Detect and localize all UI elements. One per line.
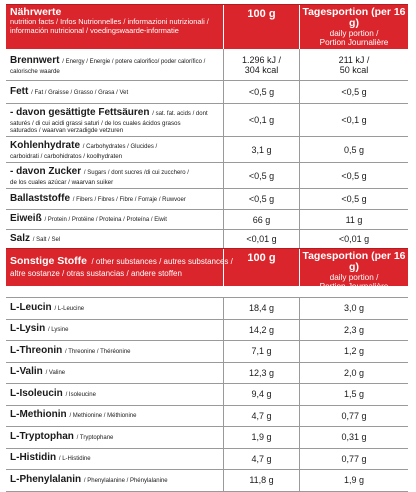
amino-value-daily: 0,77 g: [341, 453, 367, 464]
value-100g: 66 g: [224, 210, 300, 229]
amino-value-100g: 4,7 g: [224, 406, 300, 427]
nutrient-translation-3: saturados / waarvan verzadigde vetzuren: [10, 126, 124, 134]
table-row: [6, 81, 408, 104]
amino-value-daily: 0,31 g: [341, 432, 367, 443]
header2-label-cell: [6, 249, 233, 286]
nutrient-name: - davon gesättigte Fettsäuren: [10, 106, 150, 118]
nutrient-name: Brennwert: [10, 54, 60, 66]
nutrition-header: [6, 4, 408, 49]
amino-value-daily: 2,0 g: [343, 367, 365, 378]
nutrient-name: Kohlenhydrate: [10, 139, 81, 151]
table-row: [6, 449, 408, 471]
amino-name: L-Phenylalanin: [10, 473, 82, 485]
table-row: [6, 49, 408, 81]
nutrient-translation-2: carboidrati / carbohidratos / koolhydraten: [10, 152, 123, 160]
table-row: [6, 341, 408, 363]
amino-value-100g: 12,3 g: [224, 363, 300, 384]
header-title: Nährwerte: [10, 6, 62, 18]
table-row: [6, 163, 408, 189]
amino-name: L-Lysin: [10, 323, 46, 335]
amino-translation: / Lysine: [47, 327, 69, 334]
amino-name: L-Valin: [10, 366, 43, 378]
nutrient-translation-2: de los cuales azúcar / waarvan suiker: [10, 178, 114, 186]
table-row: [6, 384, 408, 406]
header2-daily-title: Tagesportion (per 16 g): [302, 250, 406, 273]
amino-translation: / Methionine / Méthionine: [69, 413, 137, 420]
amino-name: L-Methionin: [10, 409, 67, 421]
amino-value-100g: 4,7 g: [224, 449, 300, 470]
amino-translation: / L-Histidine: [58, 456, 91, 463]
nutrient-translation: / Protein / Protéine / Proteina / Proteína / Eiwit: [44, 217, 167, 223]
amino-name: L-Tryptophan: [10, 430, 74, 442]
table-row: [6, 297, 408, 320]
amino-name: L-Isoleucin: [10, 387, 63, 399]
amino-value-100g: 11,8 g: [224, 470, 300, 491]
amino-value-100g: 9,4 g: [224, 384, 300, 405]
nutrient-name: Ballaststoffe: [10, 192, 71, 204]
amino-value-100g: 1,9 g: [224, 427, 300, 448]
amino-translation: / Phenylalanine / Phénylalanine: [83, 477, 168, 484]
value-100g: <0,5 g: [224, 81, 300, 103]
header-daily-sub-2: Portion Journalière: [319, 38, 389, 48]
nutrient-translation: / Fibers / Fibres / Fibre / Forraje / Ruwvoer: [72, 196, 186, 203]
value-daily: <0,5 g: [341, 87, 367, 97]
nutrient-name: Salz: [10, 232, 31, 244]
header2-daily-sub-1: daily portion /: [329, 273, 379, 282]
amino-translation: / L-Leucine: [54, 305, 85, 312]
header2-daily-cell: [300, 249, 408, 292]
header-daily-cell: [300, 5, 408, 49]
header-subtitle-2: información nutricional / voedingswaarde-informatie: [10, 25, 179, 35]
amino-name: L-Threonin: [10, 344, 63, 356]
amino-value-daily: 1,5 g: [343, 389, 365, 400]
amino-value-100g: 14,2 g: [224, 320, 300, 341]
amino-translation: / Threonine / Théréonine: [65, 348, 131, 355]
value-100g: 1.296 kJ /: [241, 54, 282, 65]
nutrient-translation-2: saturés / di cui acidi grassi saturi / de los cuales ácidos grasos: [10, 119, 181, 127]
header2-daily-sub-2: Portion Journalière: [319, 282, 389, 292]
header-100g: 100 g: [224, 5, 300, 49]
amino-name: L-Leucin: [10, 301, 52, 313]
table-row: [6, 320, 408, 342]
value-100g: <0,5 g: [224, 189, 300, 209]
header2-title-translation: / other substances / autres substances /: [91, 257, 233, 266]
table-row: [6, 363, 408, 385]
table-row: [6, 137, 408, 163]
value-100g: <0,5 g: [224, 163, 300, 188]
nutrient-translation: / Energy / Energie / potere calorifico/ poder calorífico /: [62, 58, 206, 65]
value-daily: 0,5 g: [343, 144, 365, 155]
value-daily: 211 kJ /: [338, 54, 370, 65]
table-row: [6, 210, 408, 230]
nutrient-translation: / sat. fat. acids / dont: [152, 110, 208, 117]
nutrient-name: - davon Zucker: [10, 165, 82, 177]
amino-value-daily: 1,2 g: [343, 346, 365, 357]
nutrient-translation: / Carbohydrates / Glucides /: [82, 143, 158, 150]
table-row: [6, 427, 408, 449]
table-row: [6, 104, 408, 137]
amino-name: L-Histidin: [10, 452, 57, 464]
value-100g: 3,1 g: [224, 137, 300, 162]
header-daily-sub-1: daily portion /: [329, 29, 379, 38]
nutrition-table: [6, 4, 408, 492]
amino-value-daily: 3,0 g: [343, 303, 365, 314]
value-daily: 11 g: [345, 214, 363, 225]
header2-title: Sonstige Stoffe: [10, 255, 88, 267]
table-row: [6, 230, 408, 248]
nutrient-translation: / Salt / Sel: [32, 236, 61, 243]
value-daily-kcal: 50 kcal: [339, 64, 369, 75]
nutrient-name: Fett: [10, 85, 29, 97]
value-daily: <0,5 g: [341, 170, 367, 181]
header-daily-title: Tagesportion (per 16 g): [302, 6, 406, 29]
table-row: [6, 470, 408, 492]
nutrient-translation: / Sugars / dont sucres /di cui zucchero /: [83, 169, 189, 176]
other-substances-header: [6, 248, 408, 292]
amino-value-daily: 1,9 g: [343, 475, 365, 486]
amino-value-daily: 0,77 g: [341, 410, 367, 421]
amino-value-100g: 18,4 g: [224, 298, 300, 319]
table-row: [6, 189, 408, 210]
nutrient-translation: / Fat / Graisse / Grasso / Grasa / Vet: [31, 89, 129, 96]
nutrient-name: Eiweiß: [10, 213, 42, 224]
header2-100g: 100 g: [224, 249, 300, 286]
amino-list: [6, 297, 408, 492]
amino-translation: / Tryptophane: [76, 434, 114, 441]
header2-subtitle: altre sostanze / otras sustancias / andere stoffen: [10, 269, 182, 278]
amino-translation: / Valine: [45, 370, 66, 377]
value-daily: <0,1 g: [341, 115, 367, 125]
header-subtitle-1: nutrition facts / Infos Nutrionnelles / informazioni nutrizionali /: [10, 17, 209, 26]
amino-value-daily: 2,3 g: [343, 324, 365, 335]
nutrient-translation-2: calorische waarde: [10, 67, 60, 75]
value-daily: <0,01 g: [338, 234, 370, 244]
value-100g-kcal: 304 kcal: [244, 64, 279, 75]
value-100g: <0,1 g: [224, 104, 300, 136]
header-label-cell: [6, 5, 224, 49]
amino-translation: / Isoleucine: [65, 391, 96, 398]
value-daily: <0,5 g: [341, 194, 367, 204]
table-row: [6, 406, 408, 428]
value-100g: <0,01 g: [224, 230, 300, 248]
amino-value-100g: 7,1 g: [224, 341, 300, 362]
